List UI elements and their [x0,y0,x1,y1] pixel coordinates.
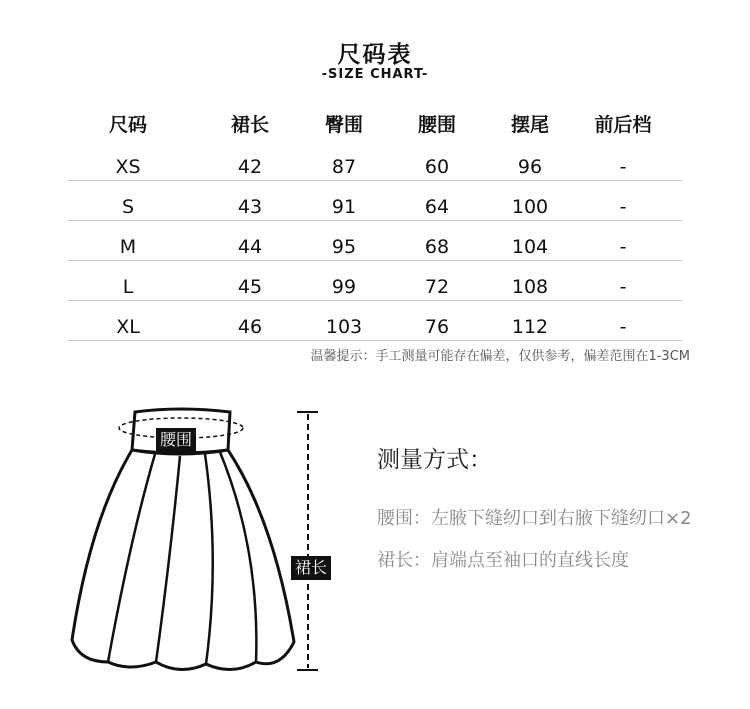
row-divider [68,300,682,301]
cell-waist: 72 [424,276,450,298]
cell-rise: - [619,156,627,178]
cell-waist: 68 [424,236,450,258]
length-label: 裙长 [291,556,331,580]
cell-length: 44 [237,236,263,258]
cell-size: M [119,236,137,258]
cell-hem: 104 [511,236,549,258]
cell-hip: 95 [331,236,357,258]
cell-hip: 87 [331,156,357,178]
page-title: 尺码表 [337,42,413,68]
cell-size: S [121,196,135,218]
cell-rise: - [619,316,627,338]
waist-label: 腰围 [156,428,196,452]
cell-hip: 99 [331,276,357,298]
cell-length: 42 [237,156,263,178]
row-divider [68,340,682,341]
cell-hip: 103 [325,316,363,338]
row-divider [68,220,682,221]
cell-hem: 100 [511,196,549,218]
cell-waist: 64 [424,196,450,218]
cell-size: L [122,276,134,298]
header-waist: 腰围 [417,114,456,136]
header-hem: 摆尾 [510,114,549,136]
cell-rise: - [619,196,627,218]
measure-method-title: 测量方式： [377,447,492,473]
cell-hem: 112 [511,316,549,338]
table-row [0,150,750,190]
cell-hem: 108 [511,276,549,298]
page-subtitle: -SIZE CHART- [321,67,429,82]
cell-rise: - [619,276,627,298]
measure-waist-text: 腰围：左腋下缝纫口到右腋下缝纫口×2 [377,508,692,529]
skirt-diagram [60,400,360,690]
table-row [0,190,750,230]
cell-length: 46 [237,316,263,338]
header-size: 尺码 [108,114,147,136]
cell-length: 45 [237,276,263,298]
header-rise: 前后档 [594,114,652,136]
cell-size: XL [116,316,140,338]
cell-length: 43 [237,196,263,218]
measurement-tip: 温馨提示：手工测量可能存在偏差，仅供参考，偏差范围在1-3CM [310,349,690,364]
cell-hip: 91 [331,196,357,218]
cell-waist: 60 [424,156,450,178]
row-divider [68,180,682,181]
header-length: 裙长 [230,114,269,136]
table-row [0,310,750,350]
cell-hem: 96 [517,156,543,178]
header-hip: 臀围 [324,114,363,136]
cell-waist: 76 [424,316,450,338]
table-row [0,270,750,310]
row-divider [68,260,682,261]
cell-size: XS [115,156,141,178]
cell-rise: - [619,236,627,258]
measure-length-text: 裙长：肩端点至袖口的直线长度 [377,550,629,571]
table-row [0,230,750,270]
skirt-illustration [60,400,360,690]
